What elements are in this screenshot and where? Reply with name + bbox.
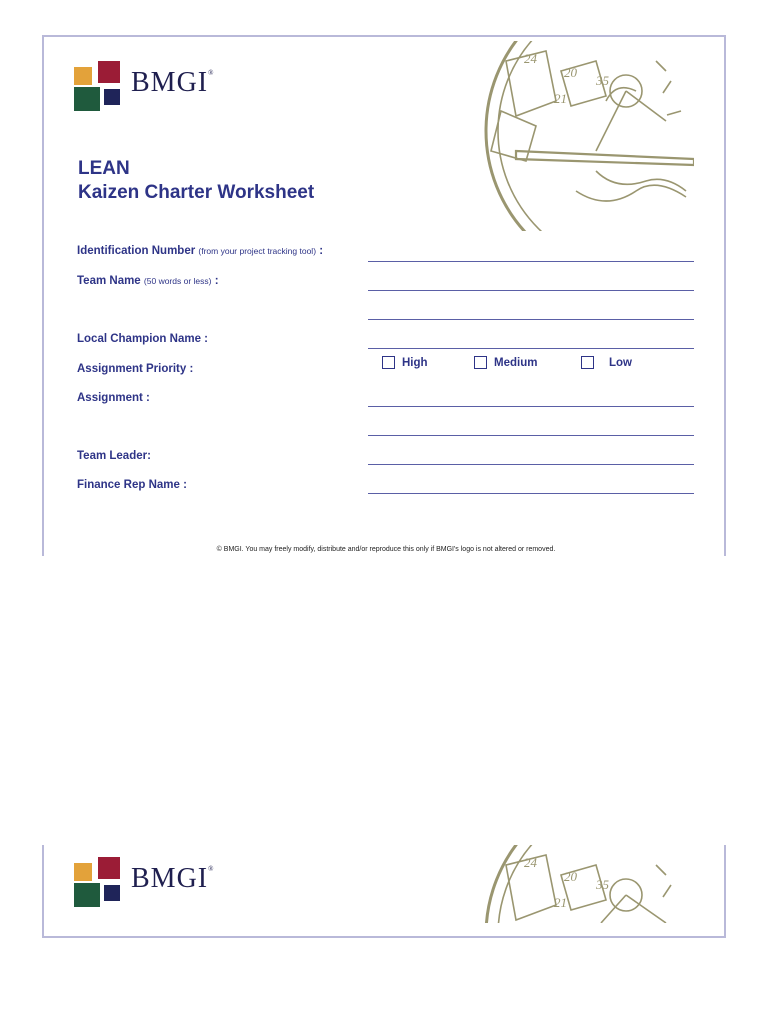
checkbox-icon (581, 356, 594, 369)
logo-square-orange (74, 67, 92, 85)
logo-square-red (98, 857, 120, 879)
assignment-field-line-2[interactable] (368, 435, 694, 436)
svg-text:35: 35 (596, 877, 609, 892)
priority-medium-checkbox[interactable]: Medium (474, 356, 537, 369)
priority-high-checkbox[interactable]: High (382, 356, 428, 369)
bmgi-logo (74, 857, 224, 909)
local-champion-label: Local Champion Name : (77, 333, 208, 345)
svg-text:21: 21 (554, 895, 567, 910)
doc-title-lean: LEAN (78, 158, 130, 179)
checkbox-icon (382, 356, 395, 369)
bmgi-logo (74, 61, 224, 113)
identification-number-field[interactable] (368, 261, 694, 262)
logo-wordmark: BMGI® (131, 863, 215, 894)
svg-text:24: 24 (524, 51, 537, 66)
assignment-label: Assignment : (77, 392, 150, 404)
assignment-field-line-1[interactable] (368, 406, 694, 407)
assignment-priority-label: Assignment Priority : (77, 363, 194, 375)
priority-low-checkbox[interactable]: Low (581, 356, 632, 369)
svg-text:20: 20 (564, 869, 577, 884)
local-champion-field[interactable] (368, 348, 694, 349)
logo-square-green (74, 87, 100, 111)
team-leader-field[interactable] (368, 464, 694, 465)
worksheet-page-2 (42, 845, 726, 938)
identification-number-label: Identification Number (from your project tracking tool) : (77, 245, 324, 257)
team-name-field-line-2[interactable] (368, 319, 694, 320)
svg-text:21: 21 (554, 91, 567, 106)
team-name-field-line-1[interactable] (368, 290, 694, 291)
logo-wordmark: BMGI® (131, 67, 215, 98)
worksheet-page (42, 35, 726, 556)
team-name-label: Team Name (50 words or less) : (77, 275, 219, 287)
clock-sketch-illustration (476, 845, 694, 923)
logo-square-navy (104, 89, 120, 105)
finance-rep-field[interactable] (368, 493, 694, 494)
clock-sketch-illustration (476, 41, 694, 231)
svg-text:20: 20 (564, 65, 577, 80)
svg-text:35: 35 (596, 73, 609, 88)
logo-square-orange (74, 863, 92, 881)
logo-square-green (74, 883, 100, 907)
copyright-footer: © BMGI. You may freely modify, distribute and/or reproduce this only if BMGI's logo is not altered or removed. (216, 546, 556, 553)
logo-square-navy (104, 885, 120, 901)
svg-text:24: 24 (524, 855, 537, 870)
doc-title-charter: Kaizen Charter Worksheet (78, 182, 315, 203)
checkbox-icon (474, 356, 487, 369)
team-leader-label: Team Leader: (77, 450, 151, 462)
finance-rep-label: Finance Rep Name : (77, 479, 187, 491)
logo-square-red (98, 61, 120, 83)
